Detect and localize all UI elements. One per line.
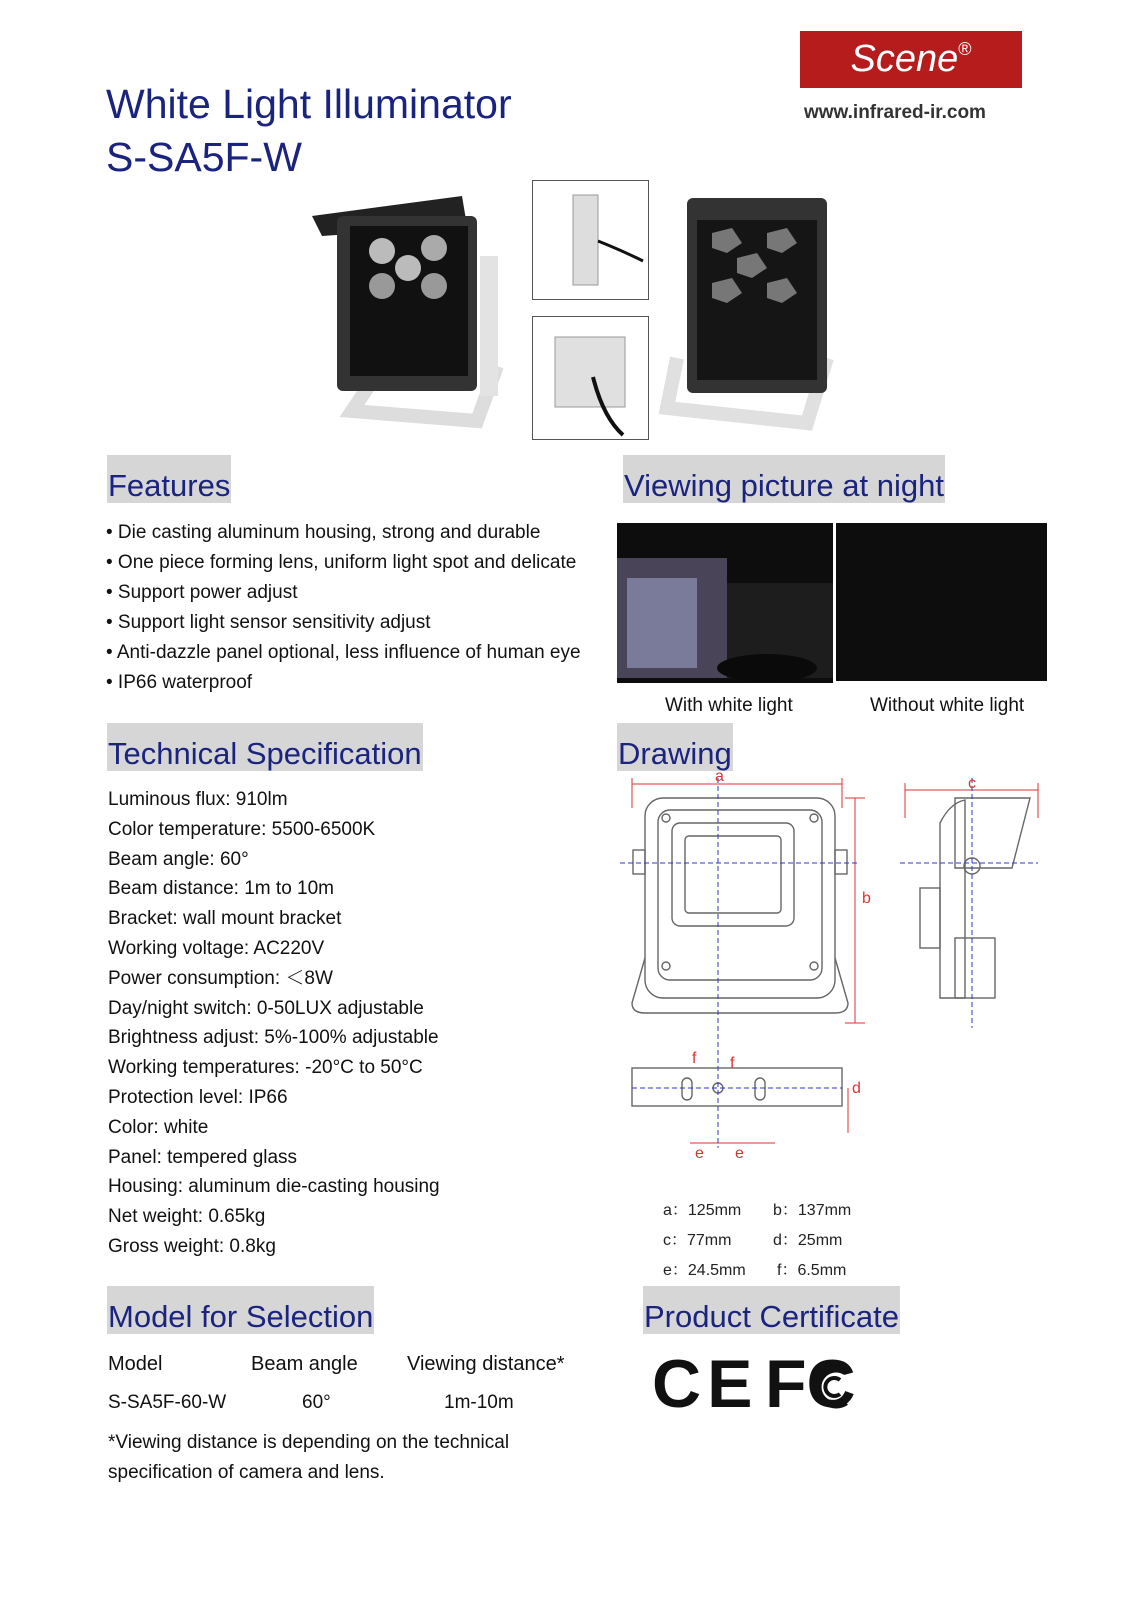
certificate-heading: Product Certificate (643, 1286, 900, 1334)
dim-b: b：137mm (773, 1202, 852, 1219)
spec-item: Color temperature: 5500-6500K (108, 818, 376, 840)
bracket-arm (480, 256, 498, 396)
model-note (108, 1428, 509, 1488)
dim-f: f：6.5mm (777, 1262, 847, 1279)
spec-item: Gross weight: 0.8kg (108, 1235, 276, 1257)
night-view-heading: Viewing picture at night (623, 455, 945, 503)
model-note-line: *Viewing distance is depending on the technical (108, 1432, 510, 1453)
spec-item: Housing: aluminum die-casting housing (108, 1176, 440, 1198)
spec-list (108, 785, 440, 1262)
col-model: Model (108, 1353, 163, 1375)
fcc-mark: FC (765, 1346, 856, 1422)
feature-item: • One piece forming lens, uniform light spot and delicate (106, 552, 577, 573)
row-model: S-SA5F-60-W (108, 1392, 227, 1413)
fcc-c-icon (812, 1362, 852, 1412)
drawing-heading: Drawing (617, 723, 733, 771)
dim-label-e2: e (735, 1145, 744, 1162)
night-photo-with-light (617, 523, 833, 683)
col-viewing-distance: Viewing distance* (407, 1353, 565, 1375)
dim-e: e：24.5mm (663, 1262, 746, 1279)
dim-label-c: c (968, 775, 976, 792)
technical-drawing (620, 768, 1040, 1168)
brand-logo (800, 31, 1022, 88)
spec-item: Brightness adjust: 5%-100% adjustable (108, 1027, 439, 1049)
dim-a: a：125mm (663, 1202, 742, 1219)
spec-item: Color: white (108, 1116, 209, 1138)
product-photo-angled (657, 198, 837, 430)
website-url: www.infrared-ir.com (804, 102, 986, 123)
feature-item: • IP66 waterproof (106, 672, 253, 693)
row-beam-angle: 60° (302, 1392, 331, 1413)
spec-item: Panel: tempered glass (108, 1146, 298, 1168)
spec-item: Working temperatures: -20°C to 50°C (108, 1057, 423, 1079)
model-number-title: S-SA5F-W (106, 134, 302, 180)
logo-text: Scene (850, 38, 959, 80)
spec-item: Beam distance: 1m to 10m (108, 878, 334, 900)
caption-without-light: Without white light (870, 695, 1025, 716)
product-photo-front (312, 196, 512, 428)
spec-item: Working voltage: AC220V (108, 937, 325, 959)
spec-item: Bracket: wall mount bracket (108, 908, 342, 930)
tech-spec-heading: Technical Specification (107, 723, 423, 771)
model-heading: Model for Selection (107, 1286, 374, 1334)
spec-item: Net weight: 0.65kg (108, 1206, 266, 1228)
dim-label-f2: f (730, 1055, 735, 1072)
product-photo-back (532, 316, 649, 440)
feature-item: • Die casting aluminum housing, strong and durable (106, 522, 541, 543)
spec-item: Protection level: IP66 (108, 1086, 288, 1108)
features-heading: Features (107, 455, 231, 503)
feature-item: • Support power adjust (106, 582, 298, 603)
dim-label-a: a (715, 768, 724, 785)
spec-item: Power consumption: ＜8W (108, 967, 333, 989)
ce-mark: CE (652, 1346, 759, 1422)
caption-with-light: With white light (665, 695, 793, 716)
page-title: White Light Illuminator (106, 81, 512, 127)
col-beam-angle: Beam angle (251, 1353, 358, 1375)
product-photo-side (532, 180, 649, 300)
dim-label-d: d (852, 1080, 861, 1097)
registered-mark: ® (958, 39, 972, 59)
model-note-line: specification of camera and lens. (108, 1462, 385, 1483)
row-viewing-distance: 1m-10m (444, 1392, 514, 1413)
feature-item: • Support light sensor sensitivity adjust (106, 612, 431, 633)
dim-label-e: e (695, 1145, 704, 1162)
dim-c: c：77mm (663, 1232, 732, 1249)
dim-d: d：25mm (773, 1232, 843, 1249)
feature-item: • Anti-dazzle panel optional, less influence of human eye (106, 642, 581, 663)
night-photo-without-light (836, 523, 1047, 681)
features-list (106, 518, 581, 698)
dim-label-f: f (692, 1050, 697, 1067)
dim-label-b: b (862, 890, 871, 907)
spec-item: Luminous flux: 910lm (108, 789, 288, 810)
spec-item: Day/night switch: 0-50LUX adjustable (108, 997, 424, 1019)
spec-item: Beam angle: 60° (108, 848, 249, 870)
